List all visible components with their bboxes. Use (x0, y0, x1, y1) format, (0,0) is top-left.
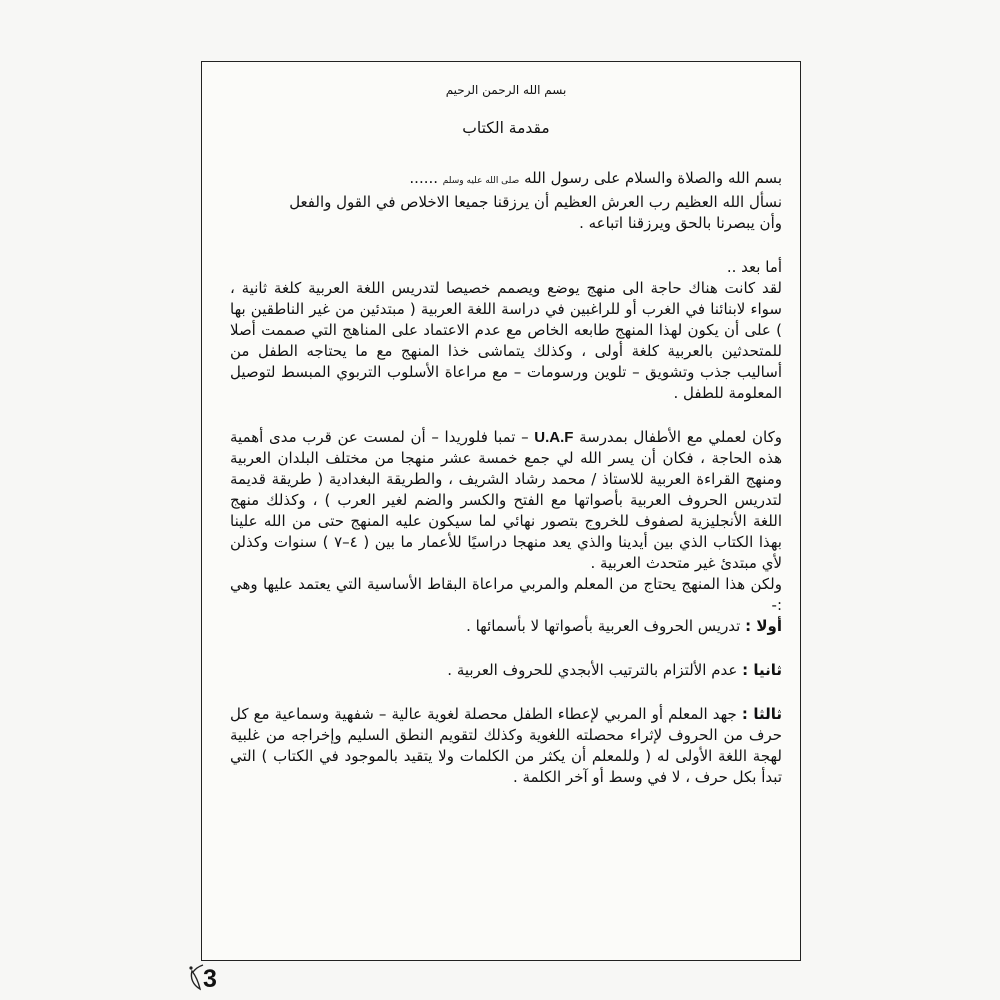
spacer (230, 637, 782, 660)
point-1-text: تدريس الحروف العربية بأصواتها لا بأسمائها . (466, 617, 741, 635)
point-2-label: ثانيا : (742, 661, 782, 679)
school-name: U.A.F (534, 429, 574, 446)
basmala-heading: بسم الله الرحمن الرحيم (445, 83, 567, 97)
paragraph-1: لقد كانت هناك حاجة الى منهج يوضع ويصمم خصيصا لتدريس اللغة العربية كلغة ثانية ، سواء لابنائنا في الغرب أو للراغبين في دراسة اللغة العربية ( مبتدئين من غير الناطقين بها ) على أن يكون لهذا المنهج طابعه الخاص مع عدم الاعتماد على المناهج التي صممت أصلا للمتحدثين بالعربية كلغة أولى ، وكذلك يتماشى خذا المنهج مع ما يحتاجه الطفل من أساليب جذب وتشويق – تلوين ورسومات – مع مراعاة الأسلوب التربوي المبسط لتوصيل المعلومة للطفل . (230, 279, 782, 402)
page-number: 3 (203, 965, 217, 993)
opening-dots: ...... (409, 169, 439, 187)
point-3-label: ثالثا : (741, 705, 782, 723)
spacer (230, 234, 782, 257)
opening-line (230, 168, 782, 192)
page-text (230, 82, 782, 788)
opening-text: بسم الله والصلاة والسلام على رسول الله (524, 169, 782, 187)
point-1-label: أولا : (745, 617, 782, 635)
paragraph-3: ولكن هذا المنهج يحتاج من المعلم والمربي مراعاة البقاط الأساسية التي يعتمد عليها وهي :- (230, 575, 782, 614)
honorific-text: صلى الله عليه وسلم (442, 176, 520, 186)
paragraph-2 (230, 427, 782, 574)
spacer (230, 681, 782, 704)
paragraph-2-start: وكان لعملي مع الأطفال بمدرسة (579, 428, 782, 446)
paragraph-2-rest: – تمبا فلوريدا – أن لمست عن قرب مدى أهمية هذه الحاجة ، فكان أن يسر الله لي جمع خمسة عشر منهجا من مختلف البلدان العربية ومنهج القراءة العربية للاستاذ / محمد رشاد الشريف ، والطريقة البغدادية ( طريقة قديمة لتدريس الحروف العربية بأصواتها مع الفتح والكسر والضم لغير العرب ) ، وكذلك منهج اللغة الأنجليزية لصفوف للخروج بتصور نهائي لما سيكون عليه المنهج حتى من الله علينا بهذا الكتاب الذي بين أيدينا والذي يعد منهجا دراسيًا للأعمار ما بين ( ٤–٧ ) سنوات وكذلن لأي مبتدئ غير متحدث العربية . (230, 428, 782, 572)
prayer-line-1: نسأل الله العظيم رب العرش العظيم أن يرزقنا جميعا الاخلاص في القول والفعل (289, 193, 782, 211)
point-2 (230, 660, 782, 681)
page-title: مقدمة الكتاب (462, 119, 550, 137)
leaf-ornament-icon (187, 963, 204, 991)
point-3-text: جهد المعلم أو المربي لإعطاء الطفل محصلة لغوية عالية – شفهية وسماعية مع كل حرف من الحروف لإثراء محصلته اللغوية وكذلك لتقويم النطق السليم وإخراجه من غلبية لهجة اللغة الأولى له ( وللمعلم أن يكثر من الكلمات ولا يتقيد بالموجود في الكتاب ) التي تبدأ بكل حرف ، لا في وسط أو آخر الكلمة . (230, 705, 782, 786)
point-3 (230, 704, 782, 788)
prayer-line-2: وأن يبصرنا بالحق ويرزقنا اتباعه . (579, 214, 782, 232)
point-1 (230, 616, 782, 637)
page-frame (201, 61, 801, 961)
amma-baad: أما بعد .. (726, 258, 782, 276)
point-2-text: عدم الألتزام بالترتيب الأبجدي للحروف العربية . (447, 661, 738, 679)
spacer (230, 404, 782, 427)
